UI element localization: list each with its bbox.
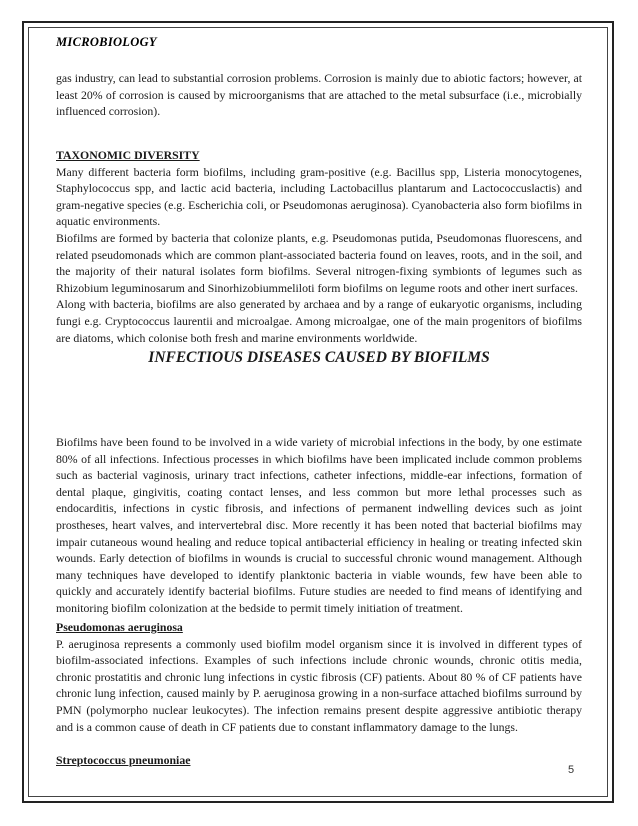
infectious-diseases-heading: INFECTIOUS DISEASES CAUSED BY BIOFILMS bbox=[148, 349, 490, 366]
taxonomic-paragraph-1: Many different bacteria form biofilms, including gram-positive (e.g. Bacillus spp, Listeria monocytogenes, Staphylococcus spp, and lactic acid bacteria, including Lactobacillus plantarum and Lactococcuslactis) and gram-negative species (e.g. Escherichia coli, or Pseudomonas aeruginosa). Cyanobacteria also form biofilms in aquatic environments. bbox=[56, 164, 582, 229]
pseudomonas-heading: Pseudomonas aeruginosa bbox=[56, 620, 183, 634]
page-number: 5 bbox=[568, 764, 575, 776]
taxonomic-paragraph-3: Along with bacteria, biofilms are also generated by archaea and by a range of eukaryotic organisms, including fungi e.g. Cryptococcus laurentii and microalgae. Among microalgae, one of the main progenitors of biofilms are diatoms, which colonise both fresh and marine environments worldwide. bbox=[56, 297, 582, 345]
infectious-paragraph: Biofilms have been found to be involved in a wide variety of microbial infections in the body, by one estimate 80% of all infections. Infectious processes in which biofilms have been implicated include common problems such as bacterial vaginosis, urinary tract infections, catheter infections, middle-ear infections, formation of dental plaque, gingivitis, coating contact lenses, and less common but more lethal processes such as endocarditis, infections in cystic fibrosis, and infections of permanent indwelling devices such as joint prostheses, heart valves, and intervertebral disc. More recently it has been noted that bacterial biofilms may impair cutaneous wound healing and reduce topical antibacterial efficiency in healing or treating infected skin wounds. Early detection of biofilms in wounds is crucial to successful chronic wound management. Although many techniques have developed to identify planktonic bacteria in viable wounds, few have been able to quickly and accurately identify bacterial biofilms. Future studies are needed to find means of identifying and monitoring biofilm colonization at the bedside to permit timely initiation of treatment. bbox=[56, 435, 582, 615]
pseudomonas-paragraph: P. aeruginosa represents a commonly used biofilm model organism since it is involved in different types of biofilm-associated infections. Examples of such infections include chronic wounds, chronic otitis media, chronic prostatitis and chronic lung infections in cystic fibrosis (CF) patients. About 80 % of CF patients have chronic lung infection, caused mainly by P. aeruginosa growing in a non-surface attached biofilms surround by PMN (polymorpho nuclear leukocytes). The infection remains present despite aggressive antibiotic therapy and is a common cause of death in CF patients due to constant inflammatory damage to the lungs. bbox=[56, 636, 582, 734]
intro-paragraph: gas industry, can lead to substantial corrosion problems. Corrosion is mainly due to abiotic factors; however, at least 20% of corrosion is caused by microorganisms that are attached to the metal subsurface (i.e., microbially influenced corrosion). bbox=[56, 71, 582, 119]
taxonomic-paragraph-2: Biofilms are formed by bacteria that colonize plants, e.g. Pseudomonas putida, Pseudomonas fluorescens, and related pseudomonads which are common plant-associated bacteria found on leaves, roots, and in the soil, and the majority of their natural isolates form biofilms. Several nitrogen-fixing symbionts of legumes such as Rhizobium leguminosarum and Sinorhizobiummeliloti form biofilms on legume roots and other inert surfaces. bbox=[56, 230, 582, 295]
taxonomic-diversity-heading: TAXONOMIC DIVERSITY bbox=[56, 148, 200, 162]
streptococcus-heading: Streptococcus pneumoniae bbox=[56, 753, 191, 767]
running-header: MICROBIOLOGY bbox=[56, 35, 157, 49]
